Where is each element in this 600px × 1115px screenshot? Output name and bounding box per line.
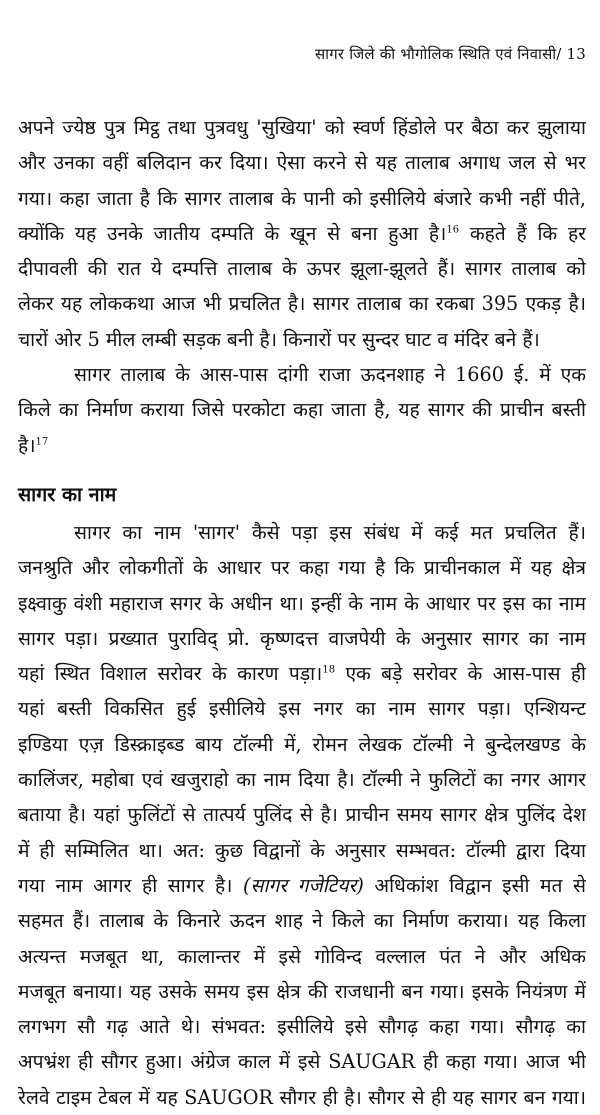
line-text: एक बड़े सरोवर के आस-पास ही: [335, 662, 586, 686]
text-line: [18, 656, 586, 691]
section-heading: सागर का नाम: [18, 482, 117, 506]
line-text: कहते हैं कि हर: [459, 221, 586, 245]
text-line: लगभग सौ गढ़ आते थे। संभवत: इसीलिये इसे सौगढ़ कहा गया। सौगढ़ का: [18, 1015, 586, 1039]
text-line: में ही सम्मिलित था। अत: कुछ विद्वानों के अनुसार सम्भवत: टॉल्मी द्वारा दिया: [18, 838, 586, 862]
text-line: कालिंजर, महोबा एवं खजुराहो का नाम दिया है। टॉल्मी ने फुलिटों का नगर आगर: [18, 768, 586, 792]
text-line: इण्डिया एज़ डिस्क्राइब्ड बाय टॉल्मी में, रोमन लेखक टॉल्मी ने बुन्देलखण्ड के: [18, 732, 586, 756]
text-line: सागर का नाम 'सागर' कैसे पड़ा इस संबंध में कई मत प्रचलित हैं।: [74, 520, 586, 544]
text-line: [18, 868, 586, 903]
citation-italic: (सागर गजेटियर): [232, 873, 364, 897]
footnote-ref: 17: [35, 436, 49, 448]
text-line: बताया है। यहां फुलिंटों से तात्पर्य पुलिंद से है। प्राचीन समय सागर क्षेत्र पुलिंद देश: [18, 803, 586, 827]
text-line: सागर पड़ा। प्रख्यात पुराविद् प्रो. कृष्णदत्त वाजपेयी के अनुसार सागर का नाम: [18, 626, 586, 650]
line-text: है।: [18, 433, 36, 457]
text-line: लेकर यह लोककथा आज भी प्रचलित है। सागर तालाब का रकबा 395 एकड़ है।: [18, 292, 586, 316]
text-line: सहमत हैं। तालाब के किनारे ऊदन शाह ने किले का निर्माण कराया। यह किला: [18, 909, 586, 933]
text-line: किले का निर्माण कराया जिसे परकोटा कहा जाता है, यह सागर की प्राचीन बस्ती: [18, 398, 586, 422]
text-line: अपभ्रंश ही सौगर हुआ। अंग्रेज काल में इसे SAUGAR ही कहा गया। आज भी: [18, 1050, 586, 1074]
line-text: अधिकांश विद्वान इसी मत से: [363, 873, 586, 897]
text-line: अत्यन्त मजबूत था, कालान्तर में इसे गोविन्द वल्लाल पंत ने और अधिक: [18, 944, 586, 968]
text-line: अपने ज्येष्ठ पुत्र मिट्ठ तथा पुत्रवधु 'सुखिया' को स्वर्ण हिंडोले पर बैठा कर झुलाया: [18, 116, 586, 139]
paragraph-1: [18, 110, 586, 357]
text-line: चारों ओर 5 मील लम्बी सड़क बनी है। किनारों पर सुन्दर घाट व मंदिर बने हैं।: [18, 327, 540, 351]
text-line: सागर तालाब के आस-पास दांगी राजा ऊदनशाह ने 1660 ई. में एक: [74, 363, 586, 387]
text-line: जनश्रुति और लोकगीतों के आधार पर कहा गया है कि प्राचीनकाल में यह क्षेत्र: [18, 556, 586, 580]
text-line: [18, 216, 586, 251]
paragraph-2: [18, 357, 586, 463]
text-line: गया। कहा जाता है कि सागर तालाब के पानी को इसीलिये बंजारे कभी नहीं पीते,: [18, 186, 586, 210]
body-text: [18, 110, 586, 1115]
line-text: यहां स्थित विशाल सरोवर के कारण पड़ा।: [18, 662, 323, 686]
text-line: यहां बस्ती विकसित हुई इसीलिये इस नगर का नाम सागर पड़ा। एन्शियन्ट: [18, 697, 586, 721]
line-text: क्योंकि यह उनके जातीय दम्पति के खून से बना हुआ है।: [18, 221, 447, 245]
line-text: गया नाम आगर ही सागर है।: [18, 873, 233, 897]
text-line: और उनका वहीं बलिदान कर दिया। ऐसा करने से यह तालाब अगाध जल से भर: [18, 151, 586, 175]
text-line: रेलवे टाइम टेबल में यह SAUGOR सौगर ही है। सौगर से ही यह सागर बन गया।: [18, 1085, 586, 1109]
text-line: इक्ष्वाकु वंशी महाराज सगर के अधीन था। इन्हीं के नाम के आधार पर इस का नाम: [18, 591, 586, 615]
section-paragraph: [18, 515, 586, 1115]
text-line: [18, 428, 586, 463]
text-line: मजबूत बनाया। यह उसके समय इस क्षेत्र की राजधानी बन गया। इसके नियंत्रण में: [18, 979, 586, 1003]
footnote-ref: 18: [322, 664, 336, 676]
running-header: सागर जिले की भौगोलिक स्थिति एवं निवासी/ 13: [315, 45, 586, 63]
text-line: दीपावली की रात ये दम्पत्ति तालाब के ऊपर झूला-झूलते हैं। सागर तालाब को: [18, 257, 586, 281]
footnote-ref: 16: [446, 224, 460, 236]
